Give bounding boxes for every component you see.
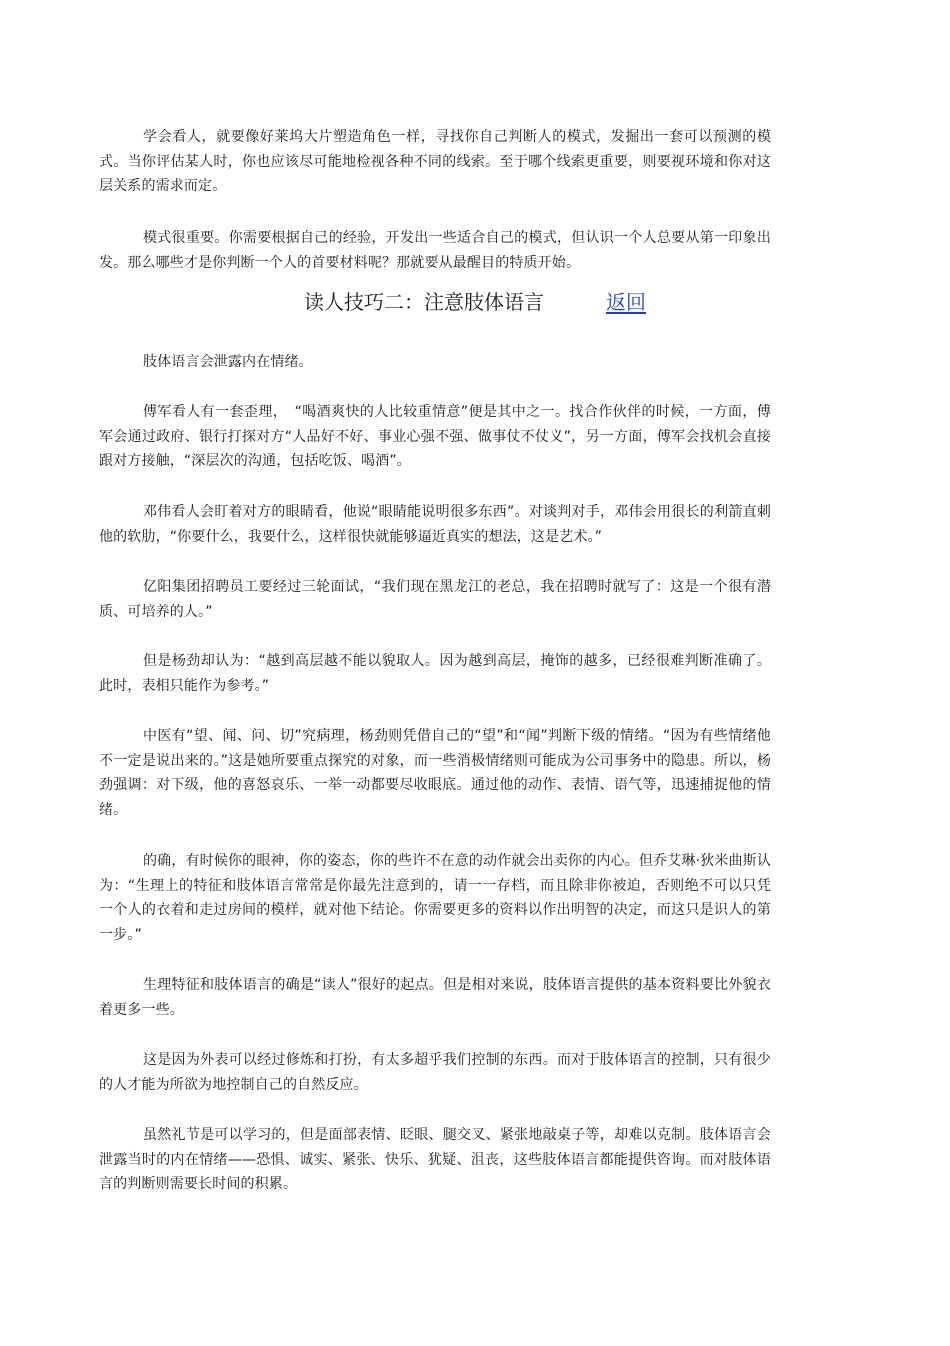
body-paragraph: 肢体语言会泄露内在情绪。 (143, 354, 313, 370)
section-heading (0, 287, 950, 317)
body-paragraph: 傅军看人有一套歪理， “喝酒爽快的人比较重情意”便是其中之一。找合作伙伴的时候，一方面，傅军会通过政府、银行打探对方“人品好不好、事业心强不强、做事仗不仗义”，另一方面，傅军会找机会直接跟对方接触，“深层次的沟通，包括吃饭、喝酒”。 (99, 404, 771, 469)
body-paragraph: 邓伟看人会盯着对方的眼睛看，他说“眼睛能说明很多东西”。对谈判对手，邓伟会用很长的利箭直刺他的软肋，“你要什么，我要什么，这样很快就能够逼近真实的想法，这是艺术。” (99, 504, 771, 545)
body-paragraph: 亿阳集团招聘员工要经过三轮面试，“我们现在黑龙江的老总，我在招聘时就写了：这是一个很有潜质、可培养的人。” (99, 579, 771, 620)
intro-paragraph-1: 学会看人，就要像好莱坞大片塑造角色一样，寻找你自己判断人的模式，发掘出一套可以预测的模式。当你评估某人时，你也应该尽可能地检视各种不同的线索。至于哪个线索更重要，则要视环境和你对这层关系的需求而定。 (99, 129, 771, 194)
section-title: 读人技巧二：注意肢体语言 (304, 290, 544, 314)
body-paragraph: 的确，有时候你的眼神，你的姿态，你的些许不在意的动作就会出卖你的内心。但乔艾琳·狄米曲斯认为：“生理上的特征和肢体语言常常是你最先注意到的，请一一存档，而且除非你被迫，否则绝不可以只凭一个人的衣着和走过房间的模样，就对他下结论。你需要更多的资料以作出明智的决定，而这只是识人的第一步。” (99, 853, 771, 943)
body-paragraph: 虽然礼节是可以学习的，但是面部表情、眨眼、腿交叉、紧张地敲桌子等，却难以克制。肢体语言会泄露当时的内在情绪——恐惧、诚实、紧张、快乐、犹疑、沮丧，这些肢体语言都能提供咨询。而对肢体语言的判断则需要长时间的积累。 (99, 1127, 771, 1192)
body-paragraph: 这是因为外表可以经过修炼和打扮，有太多超乎我们控制的东西。而对于肢体语言的控制，只有很少的人才能为所欲为地控制自己的自然反应。 (99, 1052, 771, 1093)
intro-paragraph-2: 模式很重要。你需要根据自己的经验，开发出一些适合自己的模式，但认识一个人总要从第一印象出发。那么哪些才是你判断一个人的首要材料呢？那就要从最醒目的特质开始。 (99, 230, 771, 271)
body-paragraph: 但是杨劲却认为：“越到高层越不能以貌取人。因为越到高层，掩饰的越多，已经很难判断准确了。此时，表相只能作为参考。” (99, 653, 771, 694)
back-link[interactable]: 返回 (606, 290, 646, 314)
body-paragraph: 中医有“望、闻、问、切”究病理，杨劲则凭借自己的“望”和“闻”判断下级的情绪。“因为有些情绪他不一定是说出来的。”这是她所要重点探究的对象，而一些消极情绪则可能成为公司事务中的隐患。所以，杨劲强调：对下级，他的喜怒哀乐、一举一动都要尽收眼底。通过他的动作、表情、语气等，迅速捕捉他的情绪。 (99, 728, 771, 818)
body-paragraph: 生理特征和肢体语言的确是“读人”很好的起点。但是相对来说，肢体语言提供的基本资料要比外貌衣着更多一些。 (99, 977, 771, 1018)
